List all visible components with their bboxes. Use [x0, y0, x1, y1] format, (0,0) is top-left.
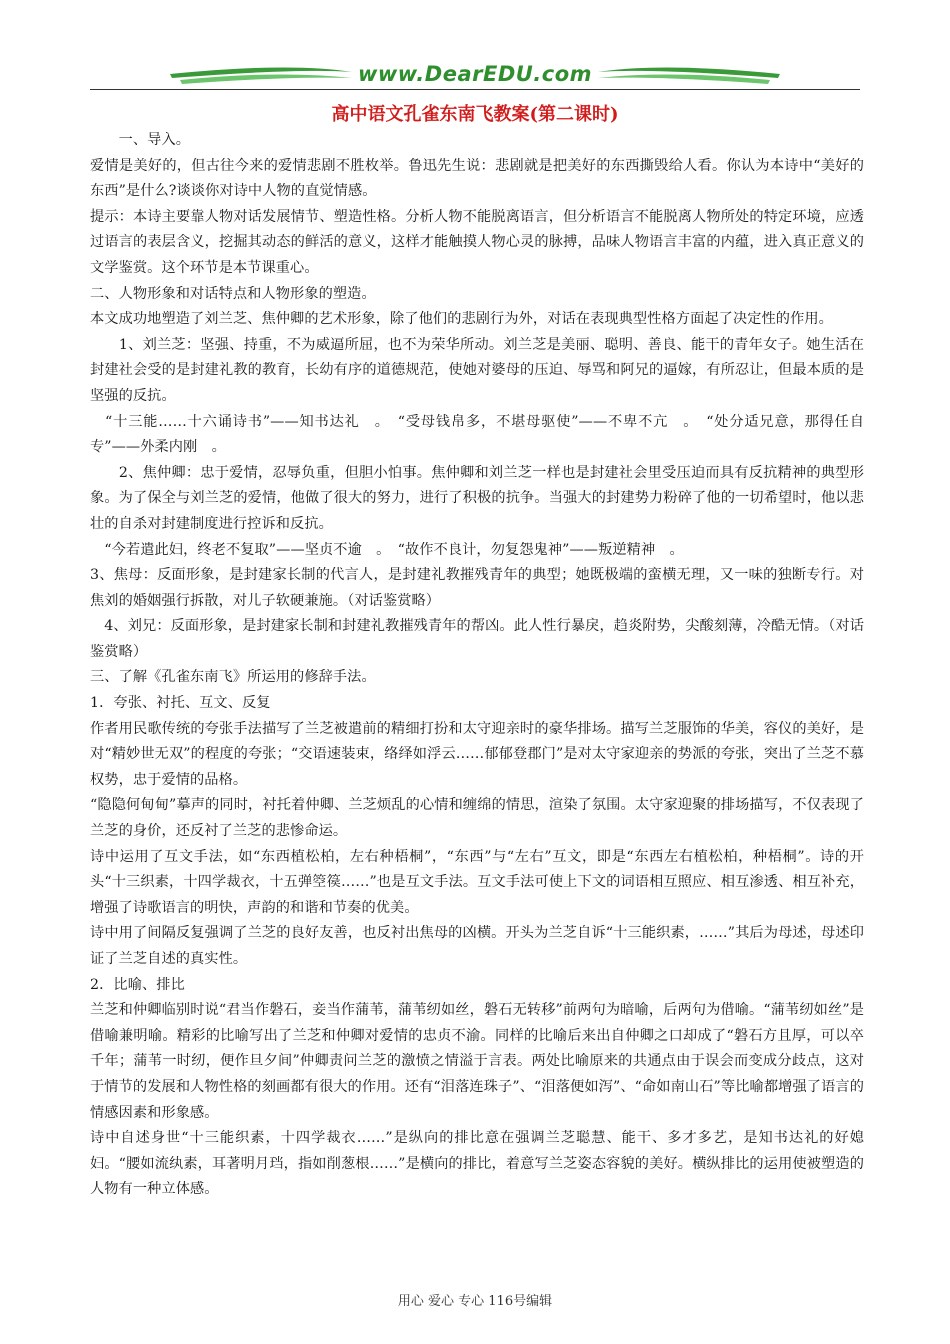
- paragraph: 一、导入。: [90, 132, 191, 148]
- header-divider: [90, 89, 860, 90]
- paragraph: 3、焦母：反面形象，是封建家长制的代言人，是封建礼教摧残青年的典型；她既极端的蛮横无理，又一味的独断专行。对焦刘的婚姻强行拆散，对儿子软硬兼施。（对话鉴赏略）: [90, 567, 864, 609]
- paragraph: 诗中运用了互文手法，如“东西植松柏，左右种梧桐”，“东西”与“左右”互文，即是“东西左右植松柏，种梧桐”。诗的开头“十三织素，十四学裁衣，十五弹箜篌……”也是互文手法。互文手法可使上下文的词语相互照应、相互渗透、相互补充，增强了诗歌语言的明快，声韵的和谐和节奏的优美。: [90, 848, 864, 916]
- paragraph: 爱情是美好的，但古往今来的爱情悲剧不胜枚举。鲁迅先生说：悲剧就是把美好的东西撕毁给人看。你认为本诗中“美好的东西”是什么?谈谈你对诗中人物的直觉情感。: [90, 157, 864, 200]
- paragraph: 作者用民歌传统的夸张手法描写了兰芝被遣前的精细打扮和太守迎亲时的豪华排场。描写兰芝服饰的华美，容仪的美好，是对“精妙世无双”的程度的夸张；“交语速装束，络绎如浮云……郁郁登郡门”是对太守家迎亲的势派的夸张，突出了兰芝不慕权势，忠于爱情的品格。: [90, 720, 864, 788]
- document-body: [90, 128, 864, 1203]
- paragraph: 提示：本诗主要靠人物对话发展情节、塑造性格。分析人物不能脱离语言，但分析语言不能脱离人物所处的特定环境，应透过语言的表层含义，挖掘其动态的鲜活的意义，这样才能触摸人物心灵的脉搏，品味人物语言丰富的内蕴，进入真正意义的文学鉴赏。这个环节是本节课重心。: [90, 208, 864, 276]
- section-heading: 三、了解《孔雀东南飞》所运用的修辞手法。: [90, 669, 376, 686]
- subsection-heading: 2．比喻、排比: [90, 976, 185, 993]
- page-title: 高中语文孔雀东南飞教案(第二课时): [331, 104, 619, 125]
- paragraph: 2、焦仲卿：忠于爱情，忍辱负重，但胆小怕事。焦仲卿和刘兰芝一样也是封建社会里受压迫而具有反抗精神的典型形象。为了保全与刘兰芝的爱情，他做了很大的努力，进行了积极的抗争。当强大的封建势力粉碎了他的一切希望时，他以悲壮的自杀对封建制度进行控诉和反抗。: [90, 464, 864, 532]
- paragraph: 4、刘兄：反面形象，是封建家长制和封建礼教摧残青年的帮凶。此人性行暴戾，趋炎附势，尖酸刻薄，冷酷无情。（对话鉴赏略）: [90, 618, 864, 660]
- paragraph: “十三能……十六诵诗书”——知书达礼 。 “受母钱帛多，不堪母驱使”——不卑不亢 。 “处分适兄意，那得任自专”——外柔内刚 。: [90, 413, 864, 456]
- paragraph: “今若遣此妇，终老不复取”——坚贞不逾 。 “故作不良计，勿复怨鬼神”——叛逆精神 。: [90, 541, 684, 558]
- paragraph: 诗中自述身世“十三能织素，十四学裁衣……”是纵向的排比意在强调兰芝聪慧、能干、多才多艺，是知书达礼的好媳妇。“腰如流纨素，耳著明月珰，指如削葱根……”是横向的排比，着意写兰芝姿态容貌的美好。横纵排比的运用使被塑造的人物有一种立体感。: [90, 1130, 864, 1198]
- site-header-banner: [90, 58, 860, 98]
- section-heading: 二、人物形象和对话特点和人物形象的塑造。: [90, 285, 376, 302]
- paragraph: 诗中用了间隔反复强调了兰芝的良好友善，也反衬出焦母的凶横。开头为兰芝自诉“十三能织素，……”其后为母述，母述印证了兰芝自述的真实性。: [90, 925, 864, 967]
- paragraph: “隐隐何甸甸”摹声的同时，衬托着仲卿、兰芝烦乱的心情和缠绵的情思，渲染了氛围。太守家迎聚的排场描写，不仅表现了兰芝的身价，还反衬了兰芝的悲惨命运。: [90, 797, 864, 840]
- paragraph: 本文成功地塑造了刘兰芝、焦仲卿的艺术形象，除了他们的悲剧行为外，对话在表现典型性格方面起了决定性的作用。: [90, 311, 833, 328]
- paragraph: 1、刘兰芝：坚强、持重，不为威逼所屈，也不为荣华所动。刘兰芝是美丽、聪明、善良、能干的青年女子。她生活在封建社会受的是封建礼教的教育，长幼有序的道德规范，使她对婆母的压迫、辱骂和阿兄的逼嫁，有所忍让，但最本质的是坚强的反抗。: [90, 336, 864, 404]
- page-footer: 用心 爱心 专心 116号编辑: [397, 1294, 553, 1309]
- subsection-heading: 1．夸张、衬托、互文、反复: [90, 695, 271, 712]
- site-url[interactable]: www.DearEDU.com: [357, 62, 593, 86]
- paragraph: 兰芝和仲卿临别时说“君当作磐石，妾当作蒲苇，蒲苇纫如丝，磐石无转移”前两句为暗喻，后两句为借喻。“蒲苇纫如丝”是借喻兼明喻。精彩的比喻写出了兰芝和仲卿对爱情的忠贞不渝。同样的比喻后来出自仲卿之口却成了“磐石方且厚，可以卒千年；蒲苇一时纫，便作旦夕间”仲卿责问兰芝的激愤之情溢于言表。两处比喻原来的共通点由于误会而变成分歧点，这对于情节的发展和人物性格的刻画都有很大的作用。还有“泪落连珠子”、“泪落便如泻”、“命如南山石”等比喻都增强了语言的情感因素和形象感。: [90, 1002, 864, 1121]
